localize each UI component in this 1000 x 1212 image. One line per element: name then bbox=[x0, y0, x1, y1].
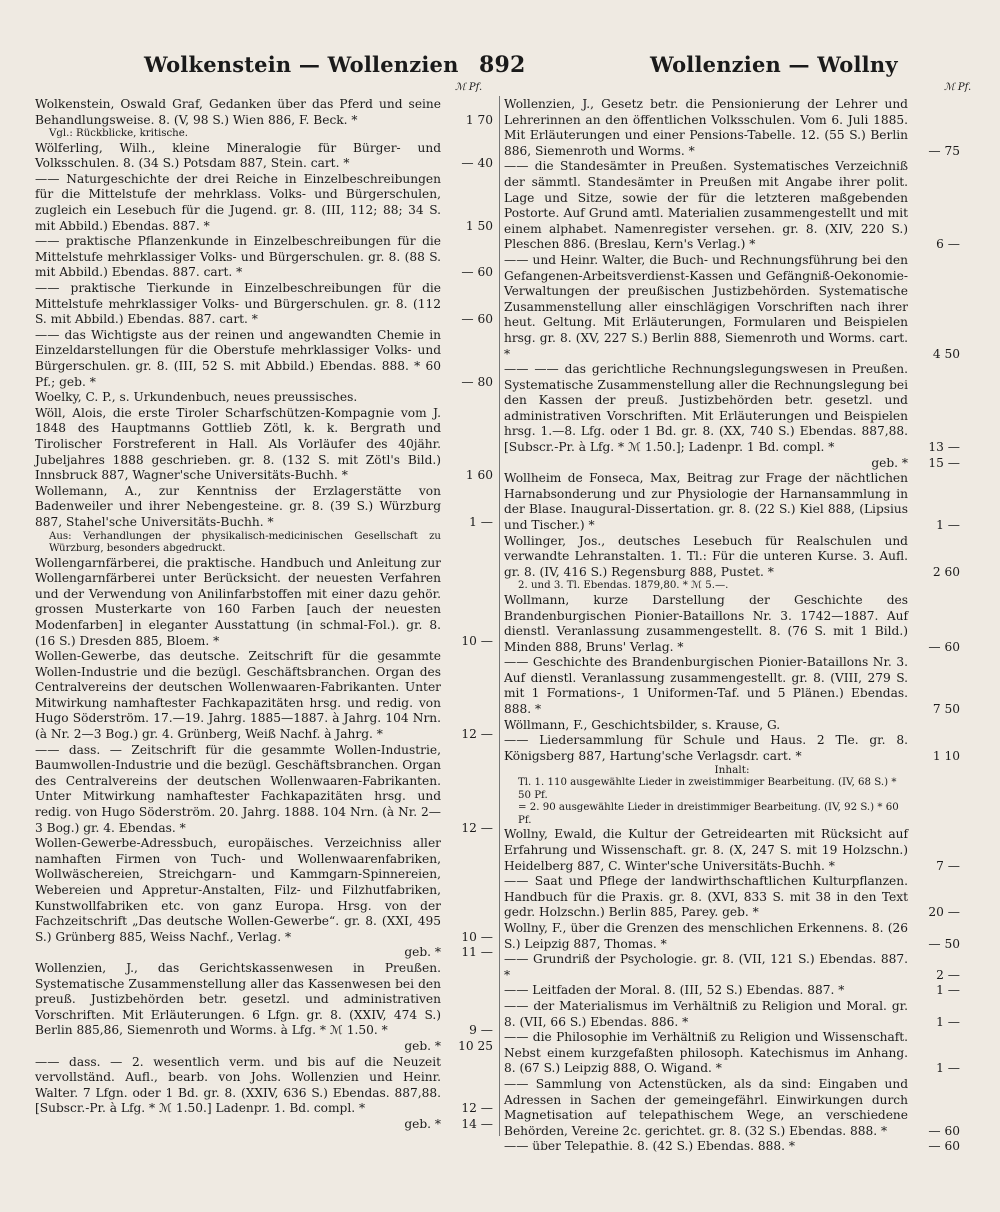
catalog-entry bbox=[35, 649, 493, 743]
catalog-entry bbox=[35, 172, 493, 234]
entry-text: —— die Philosophie im Verhältniß zu Religion und Wissenschaft. Nebst einem kurzgefaßten philosoph. Katechismus im Anhang. 8. (67 S.) Leipzig 888, O. Wigand. * bbox=[504, 1030, 908, 1076]
contents-line bbox=[504, 777, 960, 802]
entry-price: 12 — bbox=[461, 1101, 493, 1116]
entry-text: Vgl.: Rückblicke, kritische. bbox=[49, 128, 188, 140]
entry-price: — 50 bbox=[928, 936, 960, 951]
price-column-label-left: ℳ Pf. bbox=[455, 82, 483, 93]
entry-price: 6 — bbox=[936, 237, 960, 252]
entry-price: 10 — bbox=[461, 633, 493, 648]
page-header bbox=[0, 52, 1000, 88]
entry-text: Wolkenstein, Oswald Graf, Gedanken über das Pferd und seine Behandlungsweise. 8. (V, 98 S.) Wien 886, F. Beck. * bbox=[35, 97, 441, 127]
entry-text: Wollny, Ewald, die Kultur der Getreidearten mit Rücksicht auf Erfahrung und Wissenschaft. gr. 8. (X, 247 S. mit 19 Holzschn.) Heidelberg 887, C. Winter'sche Universitäts-Buchh. * bbox=[504, 827, 908, 873]
bound-price-line bbox=[35, 945, 493, 961]
header-right-title: Wollenzien — Wollny bbox=[650, 52, 898, 77]
entry-text: —— über Telepathie. 8. (42 S.) Ebendas. 888. * bbox=[504, 1139, 795, 1154]
catalog-entry bbox=[504, 1030, 960, 1077]
bound-price: 10 25 bbox=[458, 1038, 493, 1053]
catalog-entry bbox=[35, 961, 493, 1039]
page-number: 892 bbox=[479, 52, 526, 78]
entry-price: 1 — bbox=[469, 514, 493, 529]
entry-text: Wollinger, Jos., deutsches Lesebuch für Realschulen und verwandte Lehranstalten. 1. Tl.: Für die unteren Kurse. 3. Aufl. gr. 8. (IV, 416 S.) Regensburg 888, Pustet. * bbox=[504, 533, 908, 579]
entry-text: Wollen-Gewerbe, das deutsche. Zeitschrift für die gesammte Wollen-Industrie und die bezügl. Geschäftsbranchen. Organ des Centralvereins der deutschen Wollenwaaren-Fabrikanten. Unter Mitwirkung namhaftester Fachkapazitäten hrsg. und redig. von Hugo Söderström. 17.—19. Jahrg. 1885—1887. à Jahrg. 104 Nrn. (à Nr. 2—3 Bog.) gr. 4. Grünberg, Weiß Nachf. à Jahrg. * bbox=[35, 649, 441, 742]
entry-price: — 40 bbox=[461, 156, 493, 171]
catalog-entry bbox=[504, 534, 960, 581]
entry-text: Wollmann, kurze Darstellung der Geschichte des Brandenburgischen Pionier-Bataillons Nr. 3. 1742—1887. Auf dienstl. Veranlassung zusammengestellt. 8. (76 S. mit 1 Bild.) Minden 888, Bruns' Verlag. * bbox=[504, 592, 908, 654]
catalog-entry bbox=[35, 141, 493, 172]
entry-text: —— der Materialismus im Verhältniß zu Religion und Moral. gr. 8. (VII, 66 S.) Ebendas. 886. * bbox=[504, 998, 908, 1029]
right-column bbox=[504, 97, 960, 1154]
entry-text: —— das Wichtigste aus der reinen und angewandten Chemie in Einzeldarstellungen für die Oberstufe mehrklassiger Volks- und Bürgerschulen. gr. 8. (III, 52 S. mit Abbild.) Ebendas. 888. * 60 Pf.; geb. * bbox=[35, 327, 441, 389]
bound-label: geb. * bbox=[871, 455, 908, 470]
entry-text: —— praktische Pflanzenkunde in Einzelbeschreibungen für die Mittelstufe mehrklassiger Volks- und Bürgerschulen. gr. 8. (88 S. mit Abbild.) Ebendas. 887. cart. * bbox=[35, 234, 441, 280]
catalog-entry bbox=[504, 97, 960, 159]
entry-text: = 2. 90 ausgewählte Lieder in dreistimmiger Bearbeitung. (IV, 92 S.) * 60 Pf. bbox=[518, 802, 899, 826]
catalog-entry bbox=[35, 743, 493, 837]
entry-price: 10 — bbox=[461, 929, 493, 944]
entry-price: 4 50 bbox=[932, 346, 960, 361]
entry-text: Wollengarnfärberei, die praktische. Handbuch und Anleitung zur Wollengarnfärberei unter Berücksicht. der neuesten Verfahren und der Verwendung von Anilinfarbstoffen mit einer dazu gehör. grossen Musterkarte von 160 Farben [auch der neuesten Modenfarben] in eleganter Ausstattung (in schmal-Fol.). gr. 8. (16 S.) Dresden 885, Bloem. * bbox=[35, 555, 441, 648]
entry-text: Wöll, Alois, die erste Tiroler Scharfschützen-Kompagnie vom J. 1848 des Hauptmanns Gottlieb Zötl, k. k. Bergrath und Tirolischer Forstreferent in Hall. Als Vorläufer des 40jähr. Jubeljahres 1888 geschrieben. gr. 8. (132 S. mit Zötl's Bild.) Innsbruck 887, Wagner'sche Universitäts-Buchh. * bbox=[35, 405, 441, 483]
entry-text: —— Leitfaden der Moral. 8. (III, 52 S.) Ebendas. 887. * bbox=[504, 983, 845, 998]
entry-price: 1 — bbox=[936, 1014, 960, 1029]
catalog-entry bbox=[504, 593, 960, 655]
entry-text: —— Liedersammlung für Schule und Haus. 2 Tle. gr. 8. Königsberg 887, Hartung'sche Verlagsdr. cart. * bbox=[504, 733, 908, 763]
catalog-entry bbox=[504, 983, 960, 999]
entry-text: —— —— das gerichtliche Rechnungslegungswesen in Preußen. Systematische Zusammenstellung aller die Rechnungslegung bei den Kassen der preuß. Justizbehörden betr. gesetzl. und administrativen Vorschriften. Mit Erläuterungen und Beispielen hrsg. 1.—8. Lfg. oder 1 Bd. gr. 8. (XX, 740 S.) Ebendas. 887,88. [Subscr.-Pr. à Lfg. * ℳ 1.50.]; Ladenpr. 1 Bd. compl. * bbox=[504, 362, 908, 455]
catalog-entry bbox=[35, 406, 493, 484]
entry-text: Wollen-Gewerbe-Adressbuch, europäisches. Verzeichniss aller namhaften Firmen von Tuch- und Wollenwaarenfabriken, Wollwäschereien, Streichgarn- und Kammgarn-Spinnereien, Webereien und Appretur-Anstalten, Filz- und Filzhutfabriken, Kunstwollfabriken etc. von ganz Europa. Hrsg. von der Fachzeitschrift „Das deutsche Wollen-Gewerbe“. gr. 8. (XXI, 495 S.) Grünberg 885, Weiss Nachf., Verlag. * bbox=[35, 836, 441, 944]
entry-price: — 75 bbox=[928, 143, 960, 158]
entry-price: 2 — bbox=[936, 967, 960, 982]
catalog-entry bbox=[504, 159, 960, 253]
catalog-entry bbox=[504, 733, 960, 764]
entry-price: 1 — bbox=[936, 983, 960, 998]
bound-price: 15 — bbox=[928, 455, 960, 470]
catalog-entry bbox=[35, 484, 493, 531]
entry-price: 2 60 bbox=[932, 564, 960, 579]
entry-text: —— Grundriß der Psychologie. gr. 8. (VII, 121 S.) Ebendas. 887. * bbox=[504, 952, 908, 982]
entry-price: 12 — bbox=[461, 727, 493, 742]
entry-price: — 60 bbox=[928, 639, 960, 654]
contents-line bbox=[504, 802, 960, 827]
catalog-entry bbox=[504, 1077, 960, 1139]
entry-text: —— dass. — Zeitschrift für die gesammte Wollen-Industrie, Baumwollen-Industrie und die bezügl. Geschäftsbranchen. Organ des Centralvereins der deutschen Wollenwaaren-Fabrikanten. Unter Mitwirkung namhaftester Fachkapazitäten hrsg. und redig. von Hugo Söderström. 20. Jahrg. 1888. 104 Nrn. (à Nr. 2—3 Bog.) gr. 4. Ebendas. * bbox=[35, 742, 441, 835]
entry-text: Wöllmann, F., Geschichtsbilder, s. Krause, G. bbox=[504, 717, 781, 732]
catalog-entry bbox=[35, 556, 493, 650]
catalog-entry bbox=[35, 1055, 493, 1117]
entry-text: —— Naturgeschichte der drei Reiche in Einzelbeschreibungen für die Mittelstufe der mehrklass. Volks- und Bürgerschulen, zugleich ein Lesebuch für die Jugend. gr. 8. (III, 112; 88; 34 S. mit Abbild.) Ebendas. 887. * bbox=[35, 171, 441, 233]
bound-price-line bbox=[504, 456, 960, 472]
bound-label: geb. * bbox=[404, 1116, 441, 1131]
entry-text: Wollny, F., über die Grenzen des menschlichen Erkennens. 8. (26 S.) Leipzig 887, Thomas. * bbox=[504, 921, 908, 951]
catalog-entry bbox=[504, 952, 960, 983]
entry-price: 1 60 bbox=[465, 468, 493, 483]
entry-price: 9 — bbox=[469, 1023, 493, 1038]
bound-label: geb. * bbox=[404, 945, 441, 960]
price-column-label-right: ℳ Pf. bbox=[944, 82, 972, 93]
entry-note bbox=[35, 128, 493, 141]
entry-price: — 60 bbox=[461, 312, 493, 327]
bound-price-line bbox=[35, 1039, 493, 1055]
entry-price: 1 10 bbox=[932, 748, 960, 763]
entry-text: —— Sammlung von Actenstücken, als da sind: Eingaben und Adressen in Sachen der gemeingefährl. Einwirkungen durch Magnetisation auf telepathischem Wege, an verschiedene Behörden, Vereine 2c. gerichtet. gr. 8. (32 S.) Ebendas. 888. * bbox=[504, 1076, 908, 1138]
entry-text: —— Saat und Pflege der landwirthschaftlichen Kulturpflanzen. Handbuch für die Praxis. gr. 8. (XVI, 833 S. mit 38 in den Text gedr. Holzschn.) Berlin 885, Parey. geb. * bbox=[504, 874, 908, 920]
entry-text: —— die Standesämter in Preußen. Systematisches Verzeichniß der sämmtl. Standesämter in Preußen mit Angabe ihrer polit. Lage und Sitze, sowie der für die letzteren maßgebenden Postorte. Auf Grund amtl. Materialien zusammengestellt und mit einem alphabet. Namenregister versehen. gr. 8. (XIV, 220 S.) Pleschen 886. (Breslau, Kern's Verlag.) * bbox=[504, 159, 908, 252]
entry-price: 13 — bbox=[928, 440, 960, 455]
entry-price: 1 — bbox=[936, 1061, 960, 1076]
catalog-entry bbox=[504, 718, 960, 734]
entry-note bbox=[504, 580, 960, 593]
entry-price: — 60 bbox=[928, 1123, 960, 1138]
entry-text: Tl. 1. 110 ausgewählte Lieder in zweistimmiger Bearbeitung. (IV, 68 S.) * 50 Pf. bbox=[518, 777, 897, 801]
catalog-entry bbox=[504, 999, 960, 1030]
entry-text: —— Geschichte des Brandenburgischen Pionier-Bataillons Nr. 3. Auf dienstl. Veranlassung zusammengestellt. gr. 8. (VIII, 279 S. mit 1 Formations-, 1 Uniformen-Taf. und 5 Plänen.) Ebendas. 888. * bbox=[504, 655, 908, 717]
entry-price: 1 70 bbox=[465, 112, 493, 127]
entry-price: — 60 bbox=[928, 1139, 960, 1154]
catalog-entry bbox=[504, 827, 960, 874]
entry-price: 20 — bbox=[928, 905, 960, 920]
entry-price: 7 50 bbox=[932, 702, 960, 717]
entry-price: 1 — bbox=[936, 518, 960, 533]
catalog-entry bbox=[35, 234, 493, 281]
entry-text: —— praktische Tierkunde in Einzelbeschreibungen für die Mittelstufe mehrklassiger Volks- und Bürgerschulen. gr. 8. (112 S. mit Abbild.) Ebendas. 887. cart. * bbox=[35, 281, 441, 327]
entry-text: —— und Heinr. Walter, die Buch- und Rechnungsführung bei den Gefangenen-Arbeitsverdienst-Kassen und Gefängniß-Oekonomie-Verwaltungen der preußischen Justizbehörden. Systematische Zusammenstellung aller einschlägigen Vorschriften nach ihrer heut. Geltung. Mit Erläuterungen, Formularen und Beispielen hrsg. gr. 8. (XV, 227 S.) Berlin 888, Siemenroth und Worms. cart. * bbox=[504, 252, 908, 361]
catalog-entry bbox=[35, 390, 493, 406]
bound-price: 14 — bbox=[461, 1116, 493, 1131]
catalog-entry bbox=[504, 874, 960, 921]
left-column bbox=[35, 97, 493, 1137]
column-divider bbox=[499, 96, 500, 1136]
catalog-entry bbox=[35, 836, 493, 945]
catalog-entry bbox=[504, 362, 960, 456]
entry-price: 7 — bbox=[936, 858, 960, 873]
entry-text: Aus: Verhandlungen der physikalisch-medicinischen Gesellschaft zu Würzburg, besonders abgedruckt. bbox=[49, 530, 441, 555]
entry-text: Wollenzien, J., Gesetz betr. die Pensionierung der Lehrer und Lehrerinnen an den öffentlichen Volksschulen. Vom 6. Juli 1885. Mit Erläuterungen und einer Pensions-Tabelle. 12. (55 S.) Berlin 886, Siemenroth und Worms. * bbox=[504, 97, 908, 158]
catalog-entry bbox=[504, 253, 960, 362]
entry-text: Wölferling, Wilh., kleine Mineralogie für Bürger- und Volksschulen. 8. (34 S.) Potsdam 887, Stein. cart. * bbox=[35, 140, 441, 171]
entry-price: 12 — bbox=[461, 820, 493, 835]
entry-price: — 60 bbox=[461, 265, 493, 280]
entry-text: Inhalt: bbox=[714, 764, 750, 777]
catalog-entry bbox=[504, 655, 960, 717]
entry-text: Wollemann, A., zur Kenntniss der Erzlagerstätte von Badenweiler und ihrer Nebengesteine. gr. 8. (39 S.) Würzburg 887, Stahel'sche Universitäts-Buchh. * bbox=[35, 483, 441, 529]
entry-price: — 80 bbox=[461, 374, 493, 389]
catalog-entry bbox=[504, 921, 960, 952]
catalog-entry bbox=[504, 471, 960, 533]
entry-text: 2. und 3. Tl. Ebendas. 1879,80. * ℳ 5.—. bbox=[518, 580, 729, 592]
catalog-entry bbox=[35, 281, 493, 328]
bound-label: geb. * bbox=[404, 1038, 441, 1053]
header-left-title: Wolkenstein — Wollenzien bbox=[144, 52, 459, 77]
catalog-entry bbox=[504, 1139, 960, 1155]
entry-text: —— dass. — 2. wesentlich verm. und bis auf die Neuzeit vervollständ. Aufl., bearb. von Johs. Wollenzien und Heinr. Walter. 7 Lfgn. oder 1 Bd. gr. 8. (XXIV, 636 S.) Ebendas. 887,88. [Subscr.-Pr. à Lfg. * ℳ 1.50.] Ladenpr. 1. Bd. compl. * bbox=[35, 1054, 441, 1116]
entry-price: 1 50 bbox=[465, 218, 493, 233]
entry-text: Woelky, C. P., s. Urkundenbuch, neues preussisches. bbox=[35, 390, 358, 405]
catalog-entry bbox=[35, 328, 493, 390]
catalog-entry bbox=[35, 97, 493, 128]
bound-price: 11 — bbox=[461, 945, 493, 960]
entry-text: Wollheim de Fonseca, Max, Beitrag zur Frage der nächtlichen Harnabsonderung und zur Physiologie der Harnansammlung in der Blase. Inaugural-Dissertation. gr. 8. (22 S.) Kiel 888, (Lipsius und Tischer.) * bbox=[504, 471, 908, 533]
entry-note bbox=[35, 531, 493, 556]
contents-heading bbox=[504, 764, 960, 777]
entry-text: Wollenzien, J., das Gerichtskassenwesen in Preußen. Systematische Zusammenstellung aller das Kassenwesen bei den preuß. Justizbehörden betr. gesetzl. und administrativen Vorschriften. Mit Erläuterungen. 6 Lfgn. gr. 8. (XXIV, 474 S.) Berlin 885,86, Siemenroth und Worms. à Lfg. * ℳ 1.50. * bbox=[35, 960, 441, 1038]
bound-price-line bbox=[35, 1117, 493, 1133]
